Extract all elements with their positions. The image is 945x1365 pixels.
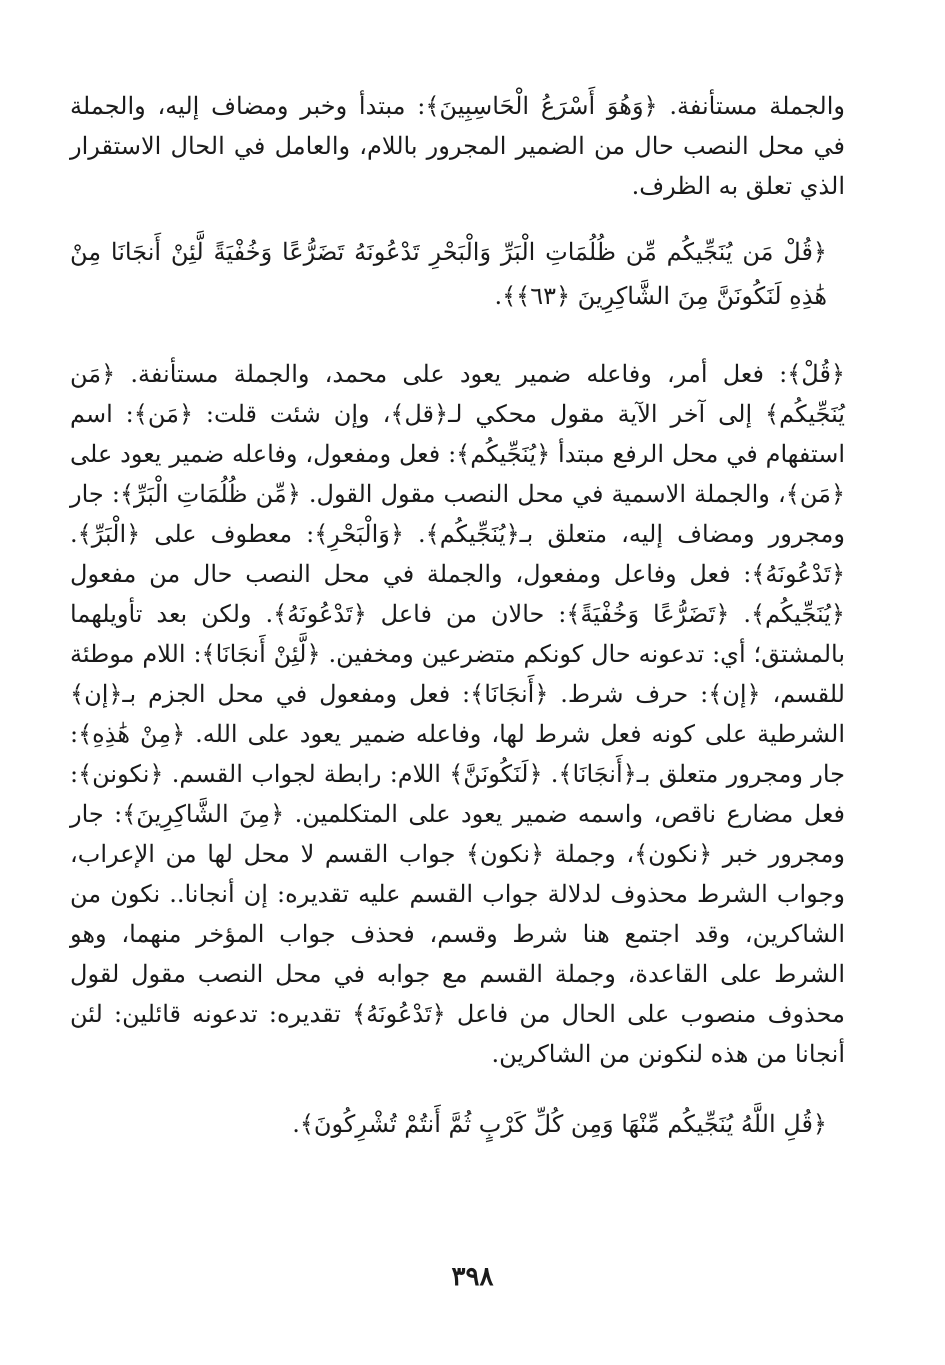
- intro-paragraph: والجملة مستأنفة. ﴿وَهُوَ أَسْرَعُ الْحَاسِبِينَ﴾: مبتدأ وخبر ومضاف إليه، والجملة في محل النصب حال من الضمير المجرور باللام، والعامل في الحال الاستقرار الذي تعلق به الظرف.: [70, 92, 845, 200]
- quran-verse-64: ﴿قُلِ اللَّهُ يُنَجِّيكُم مِّنْهَا وَمِن كُلِّ كَرْبٍ ثُمَّ أَنتُمْ تُشْرِكُونَ﴾.: [292, 1110, 827, 1138]
- grammatical-analysis-paragraph: ﴿قُلْ﴾: فعل أمر، وفاعله ضمير يعود على محمد، والجملة مستأنفة. ﴿مَن يُنَجِّيكُم﴾ إلى آخر الآية مقول محكي لـ﴿قل﴾، وإن شئت قلت: ﴿مَن﴾: اسم استفهام في محل الرفع مبتدأ ﴿يُنَجِّيكُم﴾: فعل ومفعول، وفاعله ضمير يعود على ﴿مَن﴾، والجملة الاسمية في محل النصب مقول القول. ﴿مِّن ظُلُمَاتِ الْبَرِّ﴾: جار ومجرور ومضاف إليه، متعلق بـ﴿يُنَجِّيكُم﴾. ﴿وَالْبَحْرِ﴾: معطوف على ﴿الْبَرِّ﴾. ﴿تَدْعُونَهُ﴾: فعل وفاعل ومفعول، والجملة في محل النصب حال من مفعول ﴿يُنَجِّيكُم﴾. ﴿تَضَرُّعًا وَخُفْيَةً﴾: حالان من فاعل ﴿تَدْعُونَهُ﴾. ولكن بعد تأويلهما بالمشتق؛ أي: تدعونه حال كونكم متضرعين ومخفين. ﴿لَّئِنْ أَنجَانَا﴾: اللام موطئة للقسم، ﴿إن﴾: حرف شرط. ﴿أَنجَانَا﴾: فعل ومفعول في محل الجزم بـ﴿إن﴾ الشرطية على كونه فعل شرط لها، وفاعله ضمير يعود على الله. ﴿مِنْ هَٰذِهِ﴾: جار ومجرور متعلق بـ﴿أَنجَانَا﴾. ﴿لَنَكُونَنَّ﴾ اللام: رابطة لجواب القسم. ﴿نكونن﴾: فعل مضارع ناقص، واسمه ضمير يعود على المتكلمين. ﴿مِنَ الشَّاكِرِينَ﴾: جار ومجرور خبر ﴿نكون﴾، وجملة ﴿نكون﴾ جواب القسم لا محل لها من الإعراب، وجواب الشرط محذوف لدلالة جواب القسم عليه تقديره: إن أنجانا.. نكون من الشاكرين، وقد اجتمع هنا شرط وقسم، فحذف جواب المؤخر منهما، وهو الشرط على القاعدة، وجملة القسم مع جوابه في محل النصب مقول لقول محذوف منصوب على الحال من فاعل ﴿تَدْعُونَهُ﴾ تقديره: تدعونه قائلين: لئن أنجانا من هذه لنكونن من الشاكرين.: [70, 360, 846, 1068]
- quran-verse-63: ﴿قُلْ مَن يُنَجِّيكُم مِّن ظُلُمَاتِ الْبَرِّ وَالْبَحْرِ تَدْعُونَهُ تَضَرُّعًا وَخُفْيَةً لَّئِنْ أَنجَانَا مِنْ هَٰذِهِ لَنَكُونَنَّ مِنَ الشَّاكِرِينَ ﴿٦٣﴾﴾.: [70, 238, 827, 310]
- page-body: [70, 86, 845, 1146]
- page-number: ٣٩٨: [451, 1262, 494, 1292]
